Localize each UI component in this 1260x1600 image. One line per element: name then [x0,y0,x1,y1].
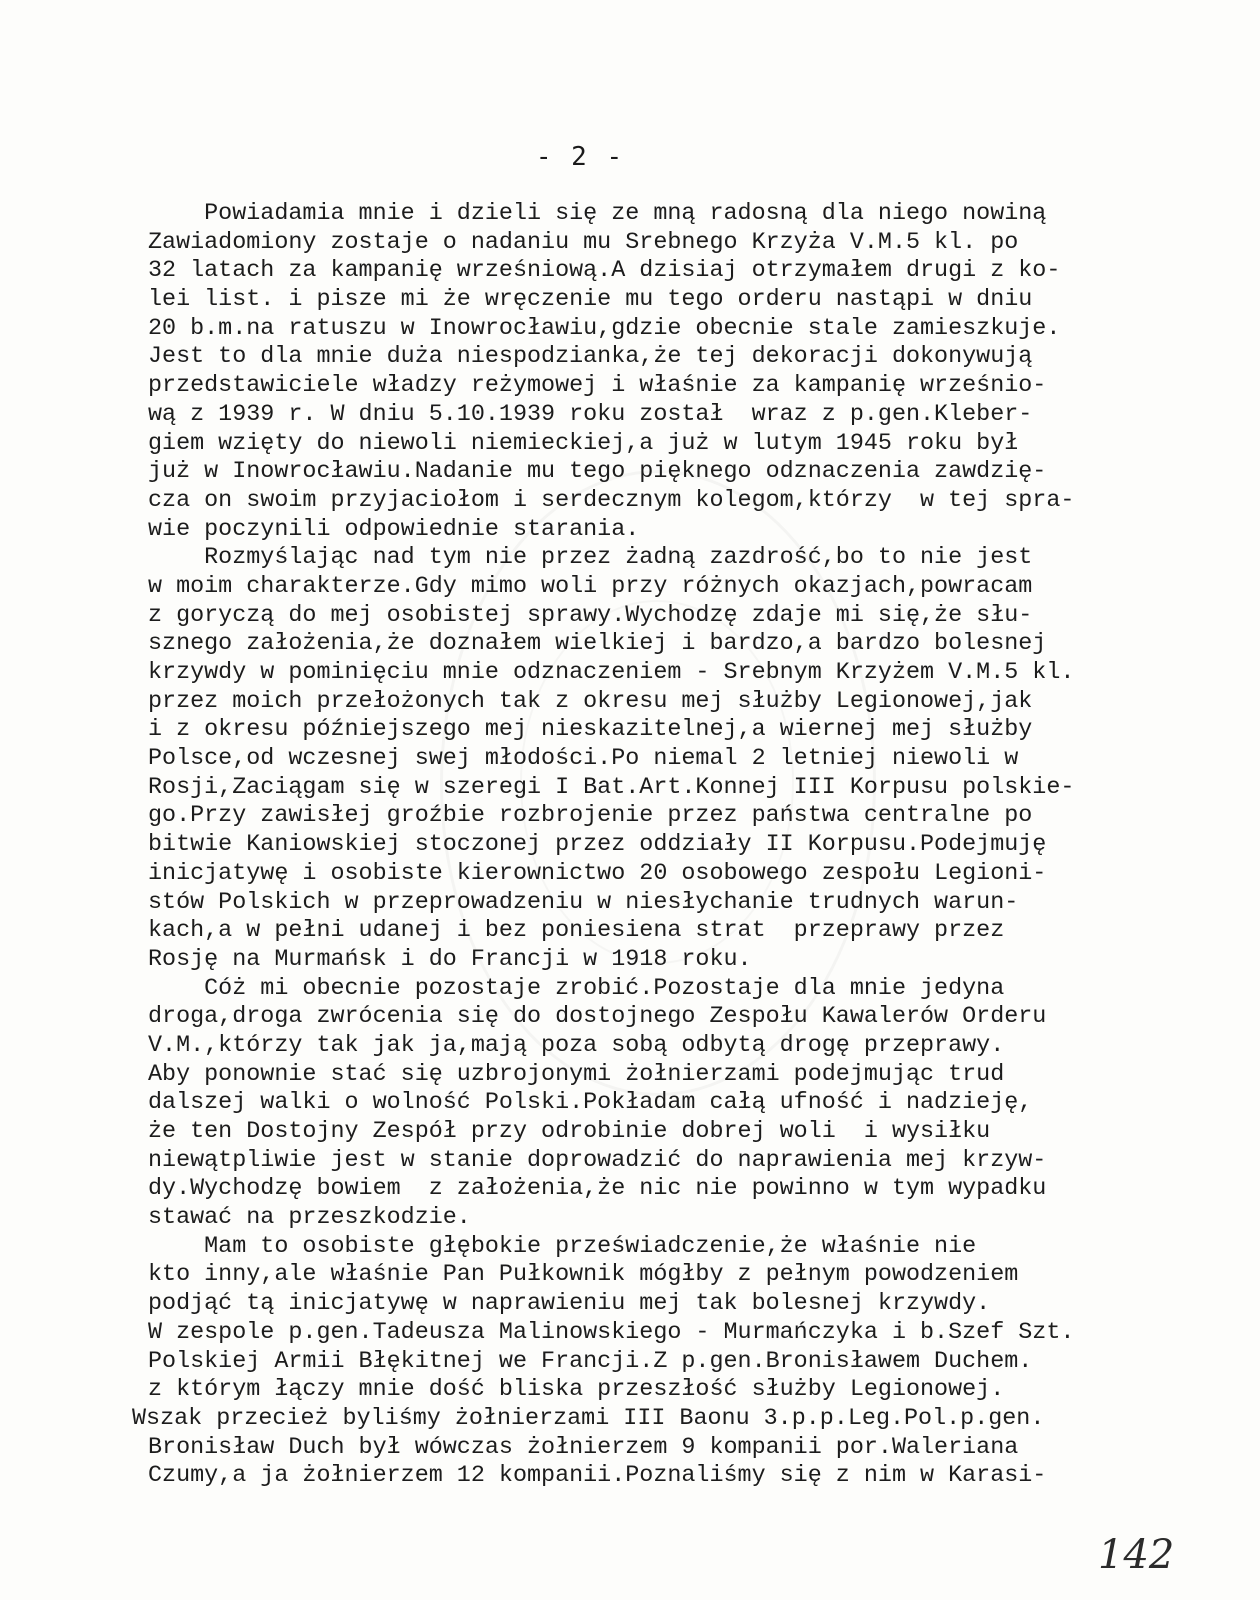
text-line: sznego założenia,że doznałem wielkiej i bardzo,a bardzo bolesnej [148,631,1047,658]
text-line: droga,droga zwrócenia się do dostojnego Zespołu Kawalerów Orderu [148,1004,1047,1031]
text-line: dy.Wychodzę bowiem z założenia,że nic nie powinno w tym wypadku [148,1176,1047,1203]
text-line: stów Polskich w przeprowadzeniu w niesłychanie trudnych warun- [148,889,1019,916]
text-line: z goryczą do mej osobistej sprawy.Wychodzę zdaje mi się,że słu- [148,602,1033,629]
text-line: Bronisław Duch był wówczas żołnierzem 9 kompanii por.Waleriana [148,1434,1019,1461]
text-line: V.M.,którzy tak jak ja,mają poza sobą odbytą drogę przeprawy. [148,1032,1005,1059]
text-line: Cóż mi obecnie pozostaje zrobić.Pozostaje dla mnie jedyna [148,975,1005,1002]
text-line: Polskiej Armii Błękitnej we Francji.Z p.gen.Bronisławem Duchem. [148,1348,1033,1375]
text-line: kto inny,ale właśnie Pan Pułkownik mógłby z pełnym powodzeniem [148,1262,1019,1289]
text-line: w moim charakterze.Gdy mimo woli przy różnych okazjach,powracam [148,573,1033,600]
text-line: Zawiadomiony zostaje o nadaniu mu Srebnego Krzyża V.M.5 kl. po [148,229,1019,256]
text-line: wą z 1939 r. W dniu 5.10.1939 roku został wraz z p.gen.Kleber- [148,401,1033,428]
letter-body [132,200,1238,1491]
text-line: Rosji,Zaciągam się w szeregi I Bat.Art.Konnej III Korpusu polskie- [148,774,1075,801]
text-line: przedstawiciele władzy reżymowej i właśnie za kampanię wrześnio- [148,373,1047,400]
text-line: giem wzięty do niewoli niemieckiej,a już w lutym 1945 roku był [148,430,1019,457]
text-line: podjąć tą inicjatywę w naprawieniu mej tak bolesnej krzywdy. [148,1291,991,1318]
handwritten-folio-number: 142 [1098,1532,1175,1578]
text-line: 32 latach za kampanię wrześniową.A dzisiaj otrzymałem drugi z ko- [148,258,1061,285]
text-line: przez moich przełożonych tak z okresu mej służby Legionowej,jak [148,688,1033,715]
page-number: - 2 - [535,142,625,172]
text-line: Aby ponownie stać się uzbrojonymi żołnierzami podejmując trud [148,1061,1005,1088]
text-line: wie poczynili odpowiednie starania. [148,516,640,543]
text-line: Rozmyślając nad tym nie przez żadną zazdrość,bo to nie jest [148,545,1033,572]
text-line: krzywdy w pominięciu mnie odznaczeniem - Srebnym Krzyżem V.M.5 kl. [148,660,1075,686]
text-line: stawać na przeszkodzie. [148,1205,471,1232]
text-line: 20 b.m.na ratuszu w Inowrocławiu,gdzie obecnie stale zamieszkuje. [148,315,1061,342]
text-line: z którym łączy mnie dość bliska przeszłość służby Legionowej. [148,1377,1005,1404]
text-line: dalszej walki o wolność Polski.Pokładam całą ufność i nadzieję, [148,1090,1033,1117]
text-line: go.Przy zawisłej groźbie rozbrojenie przez państwa centralne po [148,803,1033,830]
text-line: Polsce,od wczesnej swej młodości.Po niemal 2 letniej niewoli w [148,746,1019,773]
text-line: Powiadamia mnie i dzieli się ze mną radosną dla niego nowiną [148,201,1047,227]
text-line: już w Inowrocławiu.Nadanie mu tego pięknego odznaczenia zawdzię- [148,459,1047,486]
text-line: że ten Dostojny Zespół przy odrobinie dobrej woli i wysiłku [148,1119,991,1145]
text-line: Mam to osobiste głębokie przeświadczenie,że właśnie nie [148,1233,977,1260]
text-line: bitwie Kaniowskiej stoczonej przez oddziały II Korpusu.Podejmuję [148,832,1047,859]
text-line: i z okresu późniejszego mej nieskazitelnej,a wiernej mej służby [148,717,1033,744]
text-line: inicjatywę i osobiste kierownictwo 20 osobowego zespołu Legioni- [148,860,1047,887]
text-line: W zespole p.gen.Tadeusza Malinowskiego - Murmańczyka i b.Szef Szt. [148,1319,1075,1346]
text-line: Czumy,a ja żołnierzem 12 kompanii.Poznaliśmy się z nim w Karasi- [148,1463,1047,1490]
text-line: Rosję na Murmańsk i do Francji w 1918 roku. [148,946,752,973]
text-line: Wszak przecież byliśmy żołnierzami III Baonu 3.p.p.Leg.Pol.p.gen. [132,1405,1045,1432]
text-line: Jest to dla mnie duża niespodzianka,że tej dekoracji dokonywują [148,344,1033,371]
text-line: kach,a w pełni udanej i bez poniesiena strat przeprawy przez [148,918,1005,945]
text-line: lei list. i pisze mi że wręczenie mu tego orderu nastąpi w dniu [148,287,1033,314]
text-line: niewątpliwie jest w stanie doprowadzić do naprawienia mej krzyw- [148,1147,1047,1174]
text-line: cza on swoim przyjaciołom i serdecznym kolegom,którzy w tej spra- [148,487,1075,514]
